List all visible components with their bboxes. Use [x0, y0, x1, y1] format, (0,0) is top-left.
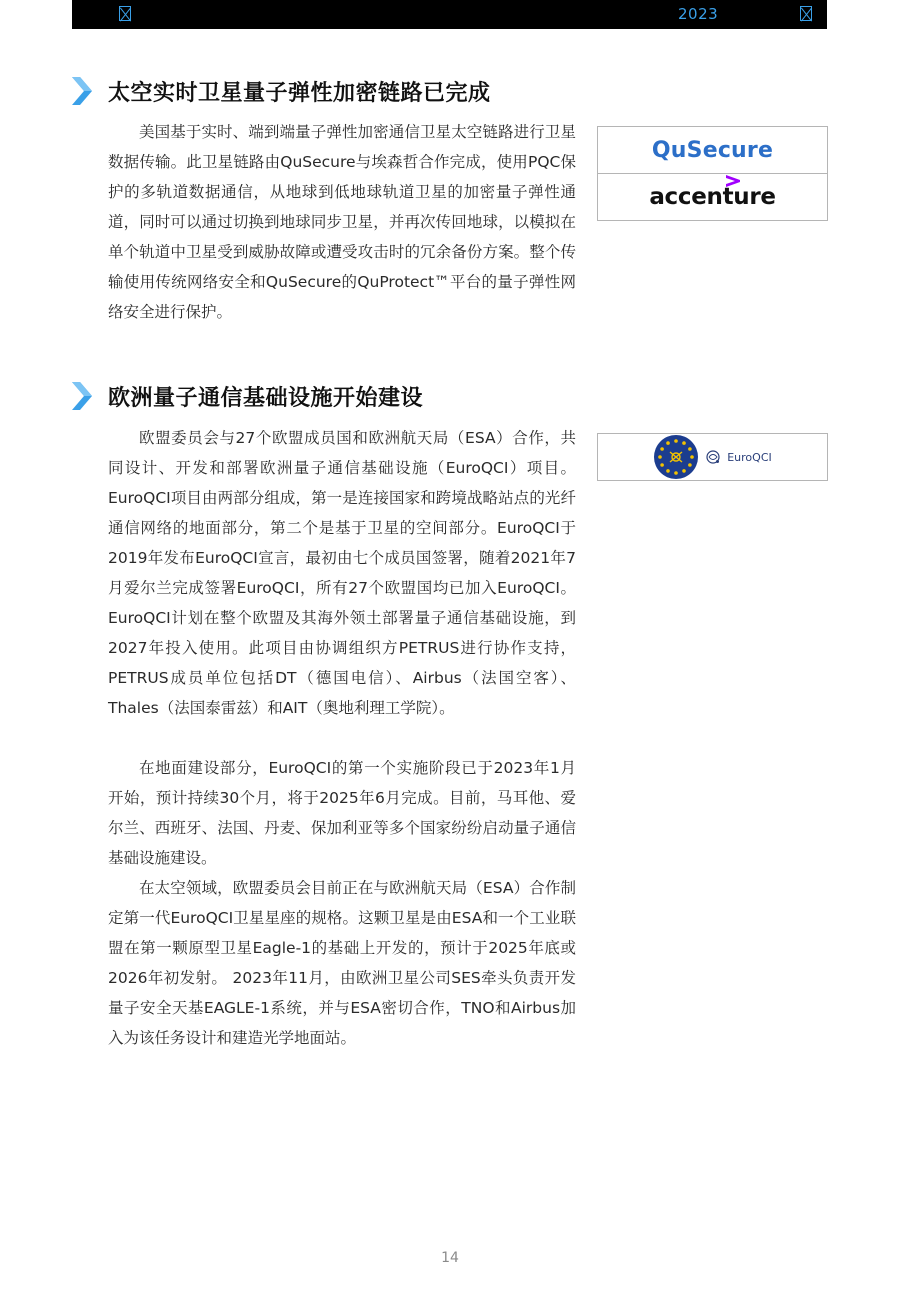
header-year: 2023 — [678, 5, 719, 23]
partner-logos-box — [597, 126, 828, 221]
section-2-heading — [72, 381, 423, 411]
euroqci-wordmark: EuroQCI — [727, 450, 772, 464]
section-1-title: 太空实时卫星量子弹性加密链路已完成 — [108, 80, 491, 106]
page-number: 14 — [441, 1250, 459, 1266]
section-1-paragraph: 美国基于实时、端到端量子弹性加密通信卫星太空链路进行卫星数据传输。此卫星链路由QuSecure与埃森哲合作完成，使用PQC保护的多轨道数据通信，从地球到低地球轨道卫星的加密量子弹性通道，同时可以通过切换到地球同步卫星，并再次传回地球，以模拟在单个轨道中卫星受到威胁故障或遭受攻击时的冗余备份方案。整个传输使用传统网络安全和QuSecure的QuProtect™平台的量子弹性网络安全进行保护。 — [108, 123, 576, 321]
accenture-wordmark: accenture — [649, 184, 776, 210]
chevron-right-icon — [72, 77, 92, 105]
euroqci-swirl-icon — [705, 449, 721, 465]
placeholder-box-icon — [119, 6, 131, 21]
qusecure-wordmark: QuSecure — [651, 137, 774, 163]
euroqci-logo — [598, 434, 827, 480]
section-2-paragraph-2: 在地面建设部分，EuroQCI的第一个实施阶段已于2023年1月开始，预计持续30个月，将于2025年6月完成。目前，马耳他、爱尔兰、西班牙、法国、丹麦、保加利亚等多个国家纷纷启动量子通信基础设施建设。 — [108, 759, 576, 867]
section-2-paragraph-3: 在太空领域，欧盟委员会目前正在与欧洲航天局（ESA）合作制定第一代EuroQCI卫星星座的规格。这颗卫星是由ESA和一个工业联盟在第一颗原型卫星Eagle-1的基础上开发的，预计于2025年底或2026年初发射。 2023年11月，由欧洲卫星公司SES牵头负责开发量子安全天基EAGLE-1系统，并与ESA密切合作，TNO和Airbus加入为该任务设计和建造光学地面站。 — [108, 879, 576, 1047]
eu-stars-emblem-icon — [653, 434, 699, 480]
section-2-title: 欧洲量子通信基础设施开始建设 — [108, 385, 424, 411]
accenture-mark-icon — [726, 175, 740, 187]
header-bar — [72, 0, 827, 29]
section-1-heading — [72, 76, 491, 106]
chevron-right-icon — [72, 382, 92, 410]
accenture-logo — [598, 173, 827, 220]
section-2-paragraph-1: 欧盟委员会与27个欧盟成员国和欧洲航天局（ESA）合作，共同设计、开发和部署欧洲量子通信基础设施（EuroQCI）项目。EuroQCI项目由两部分组成，第一是连接国家和跨境战略站点的光纤通信网络的地面部分，第二个是基于卫星的空间部分。EuroQCI于2019年发布EuroQCI宣言，最初由七个成员国签署，随着2021年7月爱尔兰完成签署EuroQCI，所有27个欧盟国均已加入EuroQCI。EuroQCI计划在整个欧盟及其海外领土部署量子通信基础设施，到2027年投入使用。此项目由协调组织方PETRUS进行协作支持，PETRUS成员单位包括DT（德国电信）、Airbus（法国空客）、Thales（法国泰雷兹）和AIT（奥地利理工学院）。 — [108, 429, 576, 717]
placeholder-box-icon — [800, 6, 812, 21]
euroqci-logo-box — [597, 433, 828, 481]
qusecure-logo — [598, 127, 827, 173]
